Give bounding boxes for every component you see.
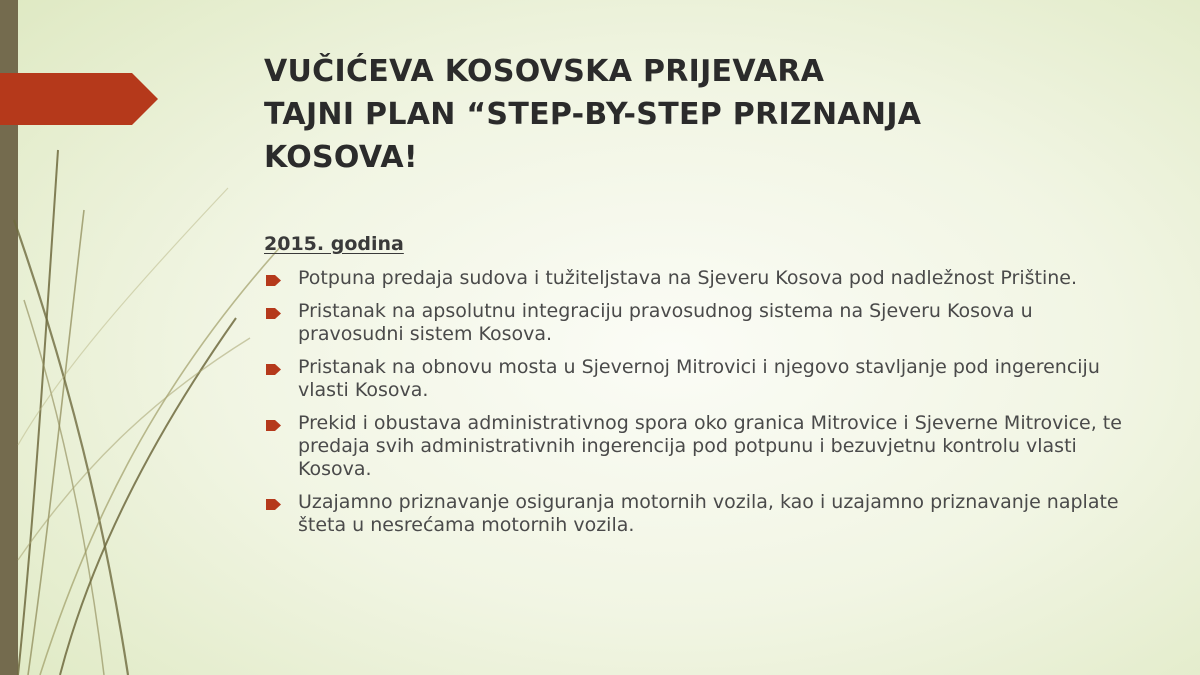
- list-item: [264, 412, 1144, 481]
- title-line: VUČIĆEVA KOSOVSKA PRIJEVARA: [264, 54, 825, 89]
- slide-body: [264, 231, 1144, 547]
- bullet-text: Uzajamno priznavanje osiguranja motornih vozila, kao i uzajamno priznavanje naplate šteta u nesrećama motornih vozila.: [298, 491, 1119, 536]
- slide-title: [264, 50, 1164, 179]
- bullet-text: Potpuna predaja sudova i tužiteljstava na Sjeveru Kosova pod nadležnost Prištine.: [298, 267, 1078, 289]
- list-item: [264, 267, 1144, 290]
- bullet-text: Prekid i obustava administrativnog spora oko granica Mitrovice i Sjeverne Mitrovice, te predaja svih administrativnih ingerencija pod potpunu i bezuvjetnu kontrolu vlasti Kosova.: [298, 412, 1122, 480]
- title-accent-arrow: [0, 73, 158, 125]
- arrow-bullet-icon: [266, 364, 281, 375]
- arrow-bullet-icon: [266, 275, 281, 286]
- list-item: [264, 300, 1144, 346]
- list-item: [264, 491, 1144, 537]
- list-item: [264, 356, 1144, 402]
- title-line: TAJNI PLAN “STEP-BY-STEP PRIZNANJA: [264, 97, 922, 132]
- bullet-list: [264, 267, 1144, 537]
- arrow-bullet-icon: [266, 420, 281, 431]
- year-subheading: 2015. godina: [264, 233, 404, 255]
- arrow-bullet-icon: [266, 499, 281, 510]
- arrow-bullet-icon: [266, 308, 281, 319]
- bullet-text: Pristanak na obnovu mosta u Sjevernoj Mitrovici i njegovo stavljanje pod ingerenciju vlasti Kosova.: [298, 356, 1100, 401]
- title-line: KOSOVA!: [264, 140, 418, 175]
- bullet-text: Pristanak na apsolutnu integraciju pravosudnog sistema na Sjeveru Kosova u pravosudni sistem Kosova.: [298, 300, 1033, 345]
